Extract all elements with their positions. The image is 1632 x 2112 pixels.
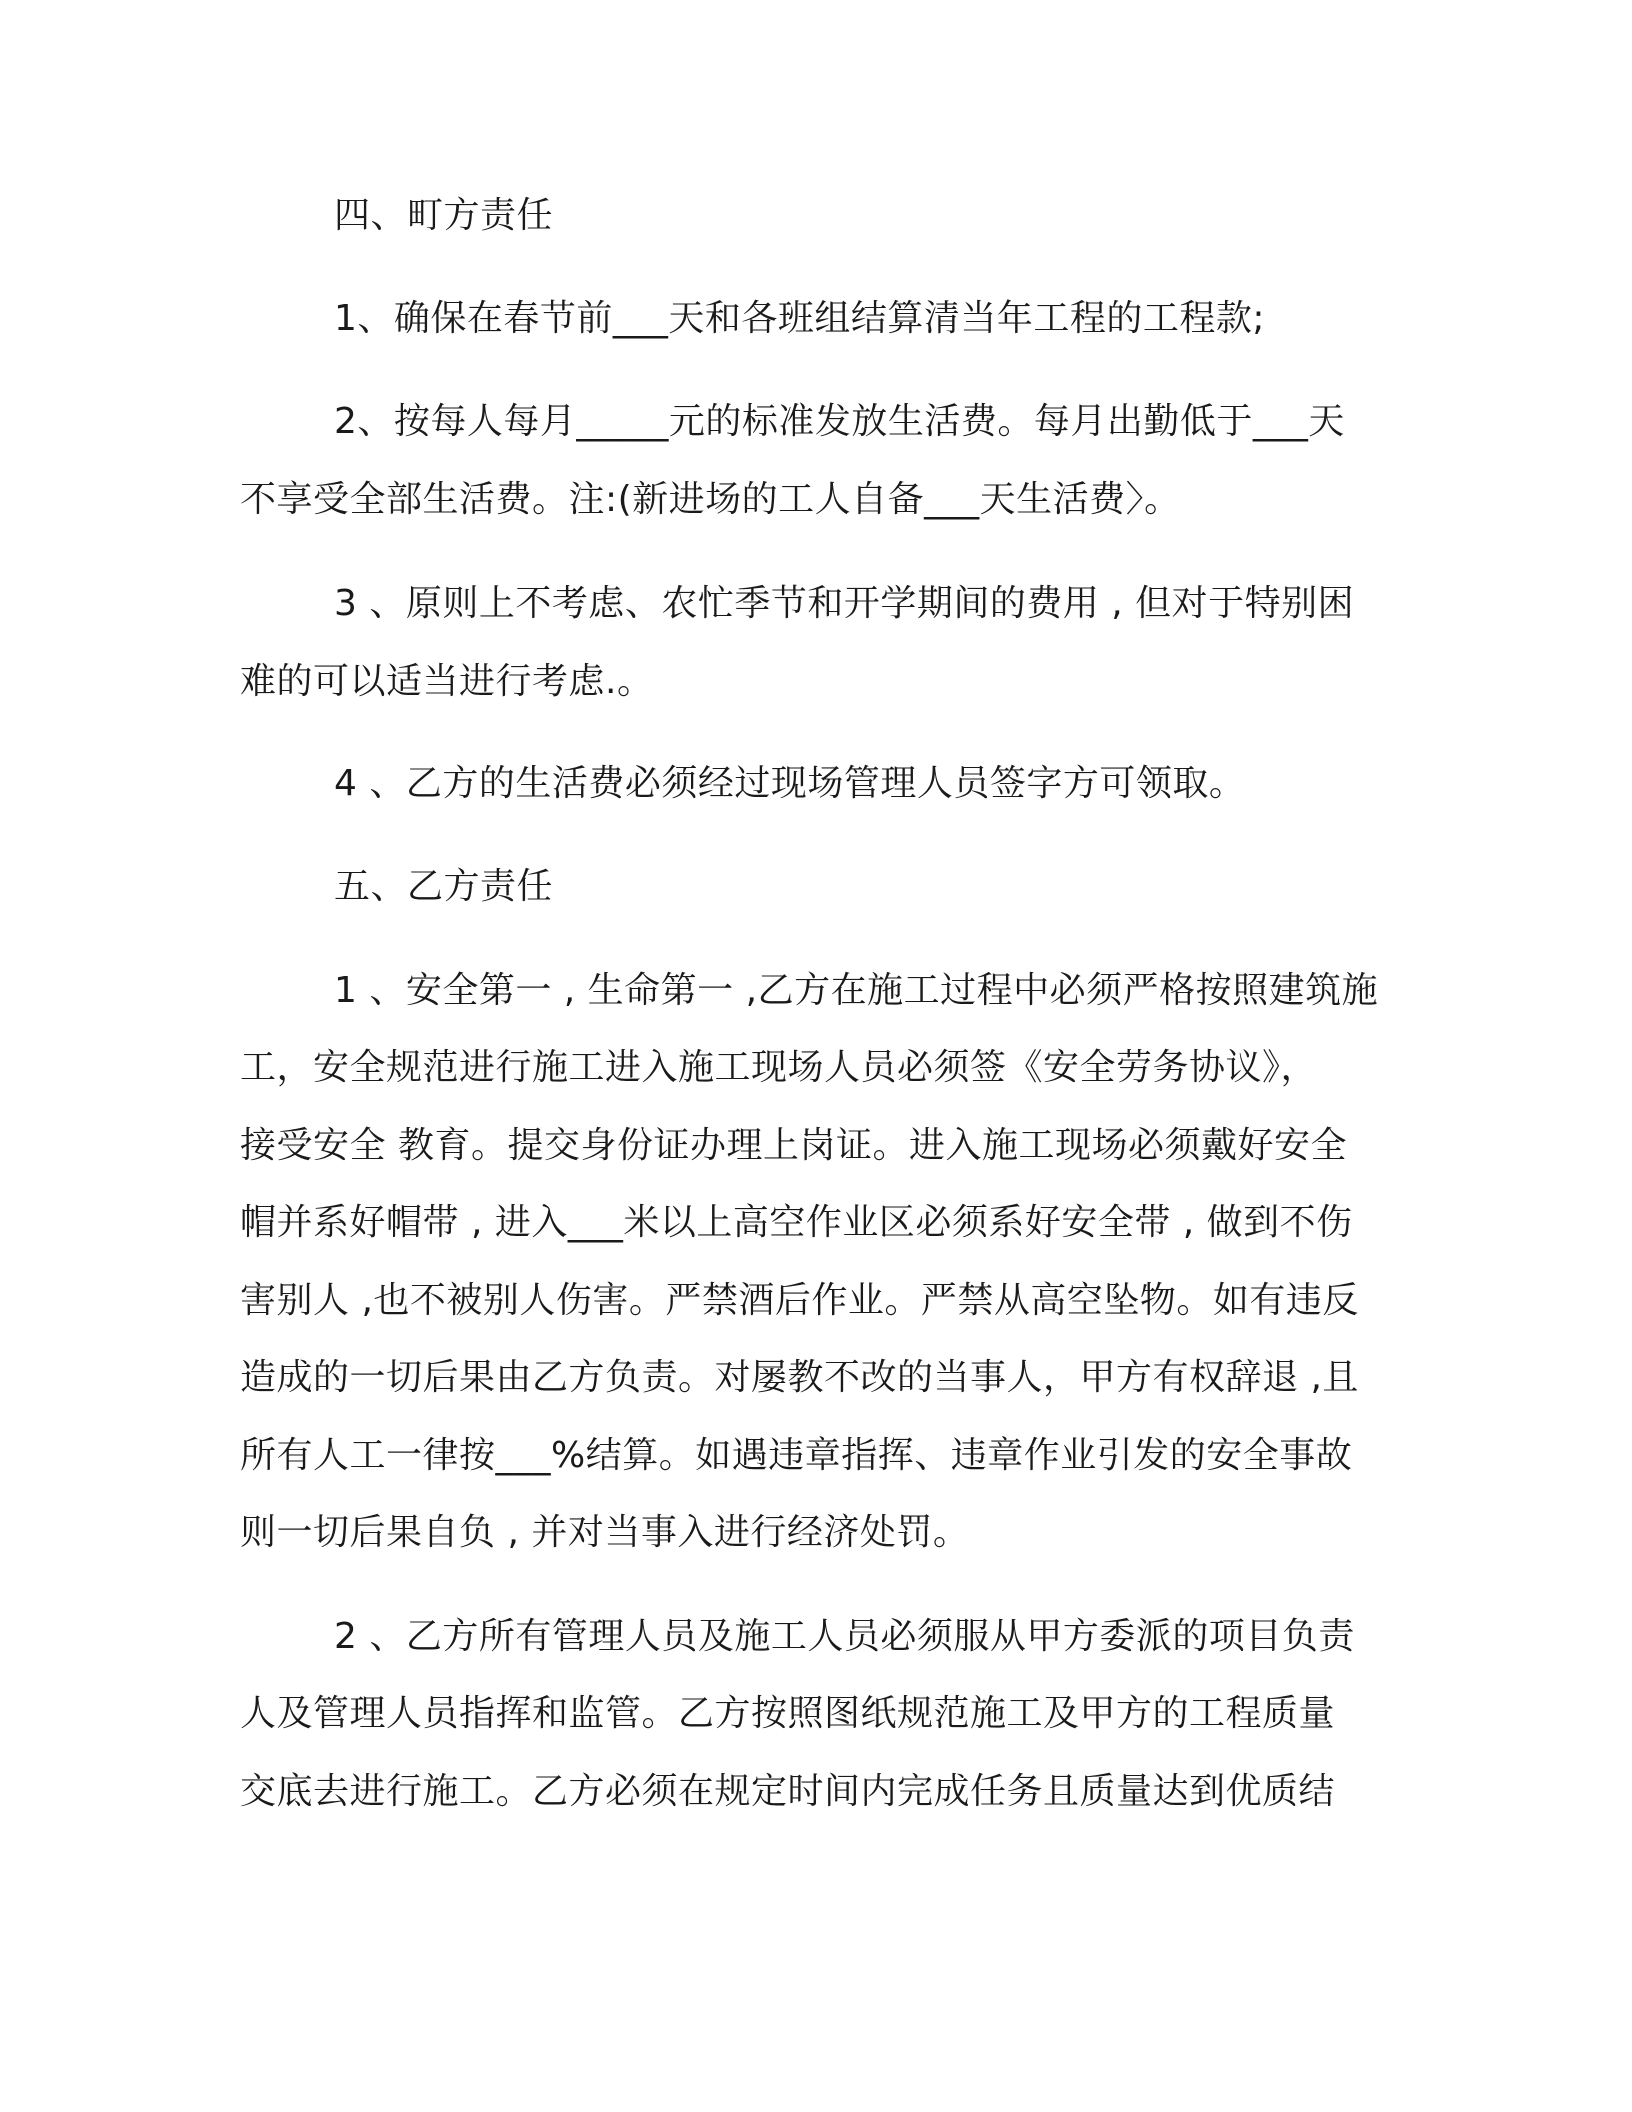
- party-b-item-1-line-6: 造成的一切后果由乙方负责。对屡教不改的当事人，甲方有权辞退 ,且: [240, 1357, 1359, 1398]
- party-b-item-1-line-2: 工，安全规范进行施工进入施工现场人员必须签《安全劳务协议》，: [240, 1047, 1318, 1088]
- party-b-item-1-line-1: 1 、安全第一 , 生命第一 ,乙方在施工过程中必须严格按照建筑施: [334, 970, 1379, 1011]
- party-a-item-2-line-1: 2、按每人每月_____元的标准发放生活费。每月出勤低于___天: [334, 401, 1345, 442]
- party-a-item-2-line-2: 不享受全部生活费。注:(新进场的工人自备___天生活费〉。: [240, 479, 1181, 520]
- party-a-item-3-line-1: 3 、原则上不考虑、农忙季节和开学期间的费用 , 但对于特别困: [334, 583, 1355, 624]
- party-a-item-4: 4 、乙方的生活费必须经过现场管理人员签字方可领取。: [334, 763, 1246, 804]
- party-b-item-1-line-7: 所有人工一律按___%结算。如遇违章指挥、违章作业引发的安全事故: [240, 1435, 1353, 1476]
- party-a-item-3-line-2: 难的可以适当进行考虑.。: [240, 661, 654, 702]
- party-b-item-1-line-5: 害别人 ,也不被别人伤害。严禁酒后作业。严禁从高空坠物。如有违反: [240, 1280, 1359, 1321]
- party-b-item-2-line-1: 2 、乙方所有管理人员及施工人员必须服从甲方委派的项目负责: [334, 1616, 1355, 1657]
- party-b-item-2-line-3: 交底去进行施工。乙方必须在规定时间内完成任务且质量达到优质结: [240, 1771, 1336, 1812]
- party-b-item-1-line-8: 则一切后果自负 , 并对当事入进行经济处罚。: [240, 1512, 970, 1553]
- party-b-item-2-line-2: 人及管理人员指挥和监管。乙方按照图纸规范施工及甲方的工程质量: [240, 1693, 1336, 1734]
- party-b-item-1-line-3: 接受安全 教育。提交身份证办理上岗证。进入施工现场必须戴好安全: [240, 1125, 1347, 1166]
- section-heading-party-b-duties: 五、乙方责任: [334, 866, 554, 907]
- party-b-item-1-line-4: 帽并系好帽带 , 进入___米以上高空作业区必须系好安全带 , 做到不伤: [240, 1202, 1353, 1243]
- section-heading-party-a-duties: 四、町方责任: [334, 195, 554, 236]
- party-a-item-1: 1、确保在春节前___天和各班组结算清当年工程的工程款;: [334, 298, 1266, 339]
